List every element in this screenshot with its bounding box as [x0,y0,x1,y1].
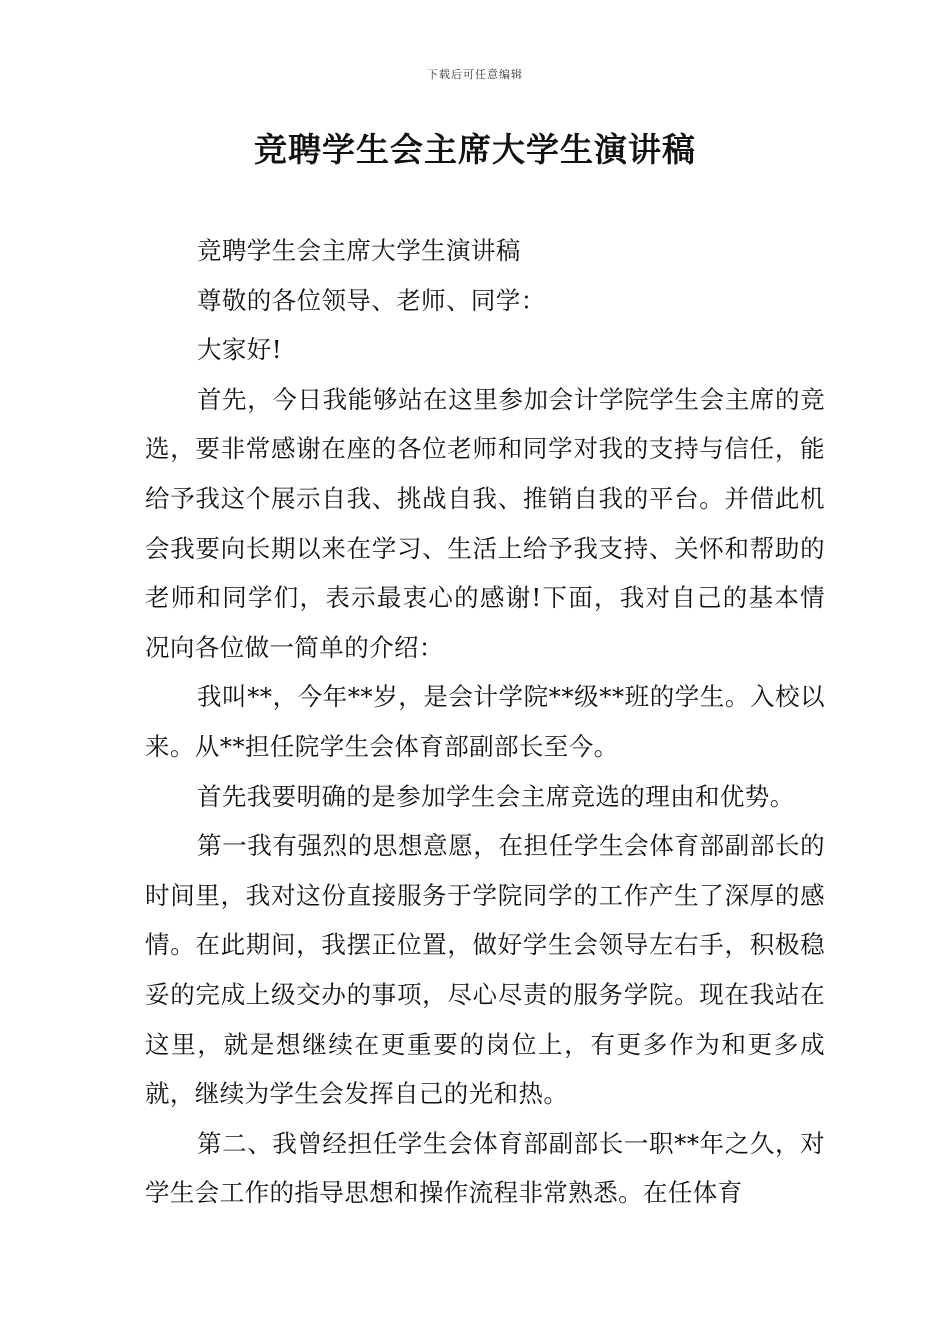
paragraph-reasons-intro: 首先我要明确的是参加学生会主席竞选的理由和优势。 [197,781,795,811]
paragraph-reason-two: 第二、我曾经担任学生会体育部副部长一职**年之久，对学生会工作的指导思想和操作流程非常熟悉。在任体育 [145,1128,825,1208]
paragraph-subtitle: 竞聘学生会主席大学生演讲稿 [197,236,521,265]
paragraph-opening: 首先，今日我能够站在这里参加会计学院学生会主席的竞选，要非常感谢在座的各位老师和同学对我的支持与信任，能给予我这个展示自我、挑战自我、推销自我的平台。并借此机会我要向长期以来在学习、生活上给予我支持、关怀和帮助的老师和同学们，表示最衷心的感谢!下面，我对自己的基本情况向各位做一简单的介绍： [145,384,825,662]
paragraph-reason-one: 第一我有强烈的思想意愿，在担任学生会体育部副部长的时间里，我对这份直接服务于学院同学的工作产生了深厚的感情。在此期间，我摆正位置，做好学生会领导左右手，积极稳妥的完成上级交办的事项，尽心尽责的服务学院。现在我站在这里，就是想继续在更重要的岗位上，有更多作为和更多成就，继续为学生会发挥自己的光和热。 [145,831,825,1109]
document-title: 竞聘学生会主席大学生演讲稿 [254,130,696,169]
paragraph-self-intro: 我叫**，今年**岁，是会计学院**级**班的学生。入校以来。从**担任院学生会体育部副部长至今。 [145,682,825,761]
header-note: 下载后可任意编辑 [427,68,523,81]
paragraph-greeting: 大家好! [197,335,282,365]
paragraph-salutation: 尊敬的各位领导、老师、同学： [197,285,546,315]
document-body [145,226,825,1218]
